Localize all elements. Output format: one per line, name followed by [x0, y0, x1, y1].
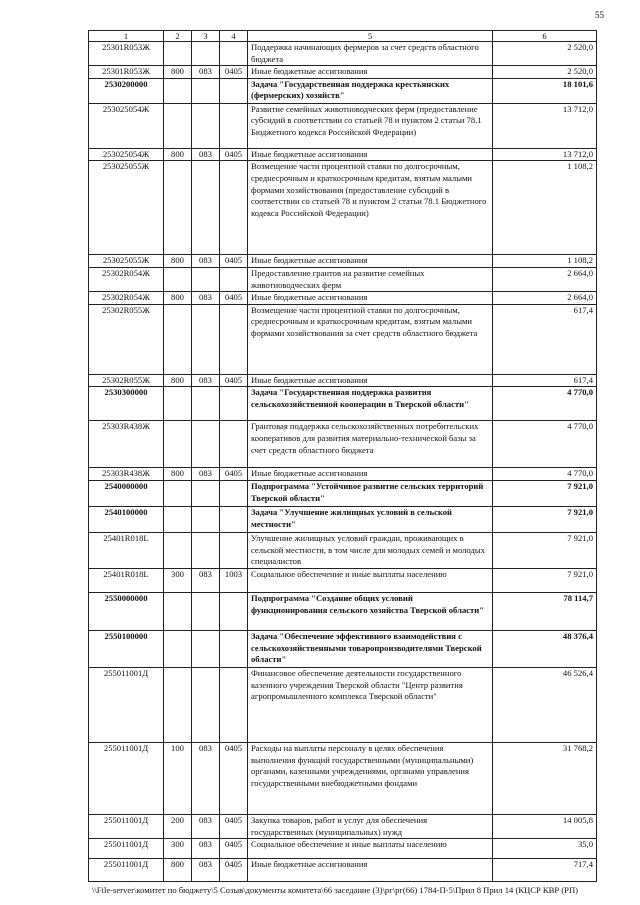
section-cell	[220, 532, 248, 568]
table-row	[89, 667, 597, 742]
amount-cell: 4 770,0	[493, 421, 597, 468]
kcsr-code-cell: 253025055Ж	[89, 161, 164, 255]
admin-cell: 083	[192, 255, 220, 268]
admin-cell: 083	[192, 839, 220, 859]
kcsr-code-cell: 255011001Д	[89, 859, 164, 882]
table-row	[89, 839, 597, 859]
kvr-cell	[164, 267, 192, 291]
admin-cell: 083	[192, 292, 220, 305]
header-cell: 1	[89, 31, 164, 42]
kvr-cell: 800	[164, 148, 192, 161]
header-cell: 4	[220, 31, 248, 42]
table-row	[89, 292, 597, 305]
file-path-footer: \\File-server\комитет по бюджету\5 Созыв\документы комитета\66 заседание (3)\рг\рг(66) 1784-П-5\Прил 8 Прил 14 (КЦСР КВР (РП)	[92, 885, 579, 895]
section-cell: 0405	[220, 742, 248, 814]
admin-cell	[192, 480, 220, 506]
kcsr-code-cell: 253025055Ж	[89, 255, 164, 268]
section-cell: 0405	[220, 66, 248, 79]
amount-cell: 7 921,0	[493, 532, 597, 568]
kvr-cell: 300	[164, 839, 192, 859]
kvr-cell: 800	[164, 292, 192, 305]
table-row	[89, 148, 597, 161]
kvr-cell	[164, 506, 192, 532]
description-cell: Иные бюджетные ассигнования	[248, 255, 493, 268]
section-cell	[220, 161, 248, 255]
table-row	[89, 480, 597, 506]
section-cell	[220, 387, 248, 421]
admin-cell: 083	[192, 148, 220, 161]
admin-cell	[192, 630, 220, 667]
kvr-cell	[164, 421, 192, 468]
description-cell: Улучшение жилищных условий граждан, проживающих в сельской местности, в том числе для молодых семей и молодых специалистов	[248, 532, 493, 568]
kcsr-code-cell: 25302R054Ж	[89, 292, 164, 305]
table-row	[89, 78, 597, 103]
amount-cell: 14 005,8	[493, 814, 597, 838]
section-cell: 0405	[220, 859, 248, 882]
kcsr-code-cell: 25401R018L	[89, 568, 164, 592]
amount-cell: 2 664,0	[493, 292, 597, 305]
description-cell: Поддержка начинающих фермеров за счет средств областного бюджета	[248, 42, 493, 66]
kvr-cell	[164, 103, 192, 148]
admin-cell: 083	[192, 742, 220, 814]
table-row	[89, 304, 597, 374]
table-row	[89, 568, 597, 592]
kcsr-code-cell: 2550100000	[89, 630, 164, 667]
section-cell	[220, 592, 248, 630]
table-row	[89, 66, 597, 79]
section-cell: 0405	[220, 839, 248, 859]
description-cell: Закупка товаров, работ и услуг для обеспечения государственных (муниципальных) нужд	[248, 814, 493, 838]
description-cell: Иные бюджетные ассигнования	[248, 148, 493, 161]
table-row	[89, 161, 597, 255]
admin-cell	[192, 304, 220, 374]
table-body	[89, 42, 597, 882]
description-cell: Подпрограмма "Устойчивое развитие сельских территорий Тверской области"	[248, 480, 493, 506]
description-cell: Социальное обеспечение и иные выплаты населению	[248, 568, 493, 592]
kvr-cell	[164, 532, 192, 568]
admin-cell	[192, 506, 220, 532]
amount-cell: 2 520,0	[493, 42, 597, 66]
admin-cell	[192, 421, 220, 468]
section-cell	[220, 506, 248, 532]
section-cell	[220, 78, 248, 103]
table-row	[89, 742, 597, 814]
admin-cell	[192, 592, 220, 630]
admin-cell	[192, 103, 220, 148]
header-cell: 6	[493, 31, 597, 42]
kcsr-code-cell: 2530300000	[89, 387, 164, 421]
kvr-cell	[164, 78, 192, 103]
section-cell: 1003	[220, 568, 248, 592]
description-cell: Иные бюджетные ассигнования	[248, 292, 493, 305]
section-cell	[220, 304, 248, 374]
kcsr-code-cell: 25401R018L	[89, 532, 164, 568]
kcsr-code-cell: 25301R053Ж	[89, 66, 164, 79]
admin-cell	[192, 78, 220, 103]
kvr-cell: 100	[164, 742, 192, 814]
admin-cell: 083	[192, 66, 220, 79]
description-cell: Грантовая поддержка сельскохозяйственных потребительских кооперативов для развития материально-технической базы за счет средств областного бюджета	[248, 421, 493, 468]
admin-cell	[192, 387, 220, 421]
budget-table	[88, 30, 597, 882]
description-cell: Задача "Улучшение жилищных условий в сельской местности"	[248, 506, 493, 532]
kcsr-code-cell: 255011001Д	[89, 814, 164, 838]
section-cell: 0405	[220, 814, 248, 838]
admin-cell	[192, 161, 220, 255]
amount-cell: 13 712,0	[493, 103, 597, 148]
description-cell: Социальное обеспечение и иные выплаты населению	[248, 839, 493, 859]
kvr-cell: 200	[164, 814, 192, 838]
kvr-cell: 800	[164, 66, 192, 79]
amount-cell: 1 108,2	[493, 255, 597, 268]
amount-cell: 7 921,0	[493, 506, 597, 532]
table-row	[89, 421, 597, 468]
amount-cell: 35,0	[493, 839, 597, 859]
admin-cell: 083	[192, 374, 220, 387]
description-cell: Иные бюджетные ассигнования	[248, 374, 493, 387]
description-cell: Подпрограмма "Создание общих условий функционирования сельского хозяйства Тверской области"	[248, 592, 493, 630]
description-cell: Возмещение части процентной ставки по долгосрочным, среднесрочным и краткосрочным кредитам, взятым малыми формами хозяйствования за счет средств областного бюджета	[248, 304, 493, 374]
amount-cell: 4 770,0	[493, 468, 597, 481]
amount-cell: 48 376,4	[493, 630, 597, 667]
page-number: 55	[595, 10, 604, 20]
section-cell: 0405	[220, 255, 248, 268]
table-row	[89, 814, 597, 838]
amount-cell: 717,4	[493, 859, 597, 882]
kcsr-code-cell: 25301R053Ж	[89, 42, 164, 66]
section-cell: 0405	[220, 468, 248, 481]
table-row	[89, 103, 597, 148]
amount-cell: 7 921,0	[493, 480, 597, 506]
description-cell: Иные бюджетные ассигнования	[248, 468, 493, 481]
kcsr-code-cell: 253025054Ж	[89, 148, 164, 161]
admin-cell: 083	[192, 468, 220, 481]
kvr-cell	[164, 480, 192, 506]
amount-cell: 18 101,6	[493, 78, 597, 103]
kcsr-code-cell: 255011001Д	[89, 839, 164, 859]
description-cell: Предоставление грантов на развитие семейных животноводческих ферм	[248, 267, 493, 291]
admin-cell	[192, 532, 220, 568]
kcsr-code-cell: 255011001Д	[89, 667, 164, 742]
table-row	[89, 592, 597, 630]
description-cell: Иные бюджетные ассигнования	[248, 859, 493, 882]
section-cell	[220, 103, 248, 148]
description-cell: Возмещение части процентной ставки по долгосрочным, среднесрочным и краткосрочным кредитам, взятым малыми формами хозяйствования (предоставление субсидий в соответствии со статьей 78 и пунктом 2 статьи 78.1 Бюджетного кодекса Российской Федерации)	[248, 161, 493, 255]
description-cell: Задача "Обеспечение эффективного взаимодействия с сельскохозяйственными товаропроизводителями Тверской области"	[248, 630, 493, 667]
section-cell	[220, 421, 248, 468]
kcsr-code-cell: 25302R055Ж	[89, 374, 164, 387]
kcsr-code-cell: 25303R438Ж	[89, 421, 164, 468]
description-cell: Финансовое обеспечение деятельности государственного казенного учреждения Тверской области "Центр развития агропромышленного комплекса Тверской области"	[248, 667, 493, 742]
section-cell	[220, 42, 248, 66]
table-row	[89, 374, 597, 387]
description-cell: Задача "Государственная поддержка развития сельскохозяйственной кооперации в Тверской области"	[248, 387, 493, 421]
amount-cell: 46 526,4	[493, 667, 597, 742]
amount-cell: 1 108,2	[493, 161, 597, 255]
header-cell: 3	[192, 31, 220, 42]
kvr-cell	[164, 161, 192, 255]
kcsr-code-cell: 25303R438Ж	[89, 468, 164, 481]
amount-cell: 617,4	[493, 374, 597, 387]
kcsr-code-cell: 2540100000	[89, 506, 164, 532]
admin-cell	[192, 667, 220, 742]
kvr-cell	[164, 304, 192, 374]
section-cell: 0405	[220, 292, 248, 305]
section-cell	[220, 630, 248, 667]
section-cell	[220, 667, 248, 742]
table-row	[89, 532, 597, 568]
section-cell	[220, 480, 248, 506]
kcsr-code-cell: 25302R055Ж	[89, 304, 164, 374]
table-row	[89, 387, 597, 421]
admin-cell: 083	[192, 859, 220, 882]
kcsr-code-cell: 253025054Ж	[89, 103, 164, 148]
admin-cell: 083	[192, 568, 220, 592]
section-cell	[220, 267, 248, 291]
kvr-cell: 300	[164, 568, 192, 592]
table-row	[89, 506, 597, 532]
amount-cell: 7 921,0	[493, 568, 597, 592]
amount-cell: 2 664,0	[493, 267, 597, 291]
kvr-cell	[164, 387, 192, 421]
kcsr-code-cell: 2530200000	[89, 78, 164, 103]
description-cell: Задача "Государственная поддержка крестьянских (фермерских) хозяйств"	[248, 78, 493, 103]
kcsr-code-cell: 25302R054Ж	[89, 267, 164, 291]
admin-cell: 083	[192, 814, 220, 838]
header-cell: 2	[164, 31, 192, 42]
kvr-cell	[164, 667, 192, 742]
amount-cell: 4 770,0	[493, 387, 597, 421]
description-cell: Развитие семейных животноводческих ферм (предоставление субсидий в соответствии со статьей 78 и пунктом 2 статьи 78.1 Бюджетного кодекса Российской Федерации)	[248, 103, 493, 148]
header-row	[89, 31, 597, 42]
kvr-cell: 800	[164, 255, 192, 268]
table-row	[89, 42, 597, 66]
table-row	[89, 255, 597, 268]
table-row	[89, 267, 597, 291]
description-cell: Расходы на выплаты персоналу в целях обеспечения выполнения функций государственными (муниципальными) органами, казенными учреждениями, органами управления государственными внебюджетными фондами	[248, 742, 493, 814]
kvr-cell	[164, 592, 192, 630]
kcsr-code-cell: 2540000000	[89, 480, 164, 506]
amount-cell: 31 768,2	[493, 742, 597, 814]
admin-cell	[192, 267, 220, 291]
kvr-cell	[164, 42, 192, 66]
kcsr-code-cell: 2550000000	[89, 592, 164, 630]
amount-cell: 13 712,0	[493, 148, 597, 161]
section-cell: 0405	[220, 374, 248, 387]
admin-cell	[192, 42, 220, 66]
table-row	[89, 859, 597, 882]
kvr-cell: 800	[164, 374, 192, 387]
amount-cell: 78 114,7	[493, 592, 597, 630]
header-cell: 5	[248, 31, 493, 42]
amount-cell: 617,4	[493, 304, 597, 374]
kvr-cell: 800	[164, 468, 192, 481]
table-row	[89, 468, 597, 481]
section-cell: 0405	[220, 148, 248, 161]
amount-cell: 2 520,0	[493, 66, 597, 79]
description-cell: Иные бюджетные ассигнования	[248, 66, 493, 79]
kvr-cell	[164, 630, 192, 667]
table-row	[89, 630, 597, 667]
kcsr-code-cell: 255011001Д	[89, 742, 164, 814]
kvr-cell: 800	[164, 859, 192, 882]
